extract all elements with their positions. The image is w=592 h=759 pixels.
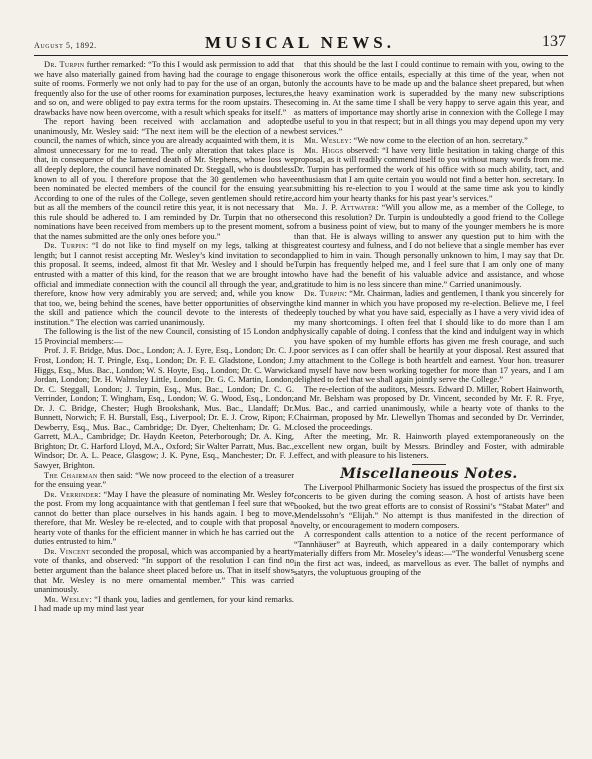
paragraph-text: The Liverpool Philharmonic Society has issued the prospectus of the first six concerts to be given during the coming season. A host of artists have been booked, but the two great efforts are to consist of Rossini’s “Stabat Mater” and Mendelssohn’s “Elijah.” No attempt is thus manifested in the direction of novelty, or encouragement to modern composers. bbox=[294, 482, 564, 530]
paragraph bbox=[294, 432, 564, 461]
right-column bbox=[294, 60, 564, 578]
paragraph-text: : “I thank you, ladies and gentlemen, for your kind remarks. I had made up my mind last year bbox=[34, 594, 294, 614]
speaker-name: Dr. Turpin bbox=[304, 289, 345, 299]
paragraph-text: then said: “We now proceed to the election of a treasurer for the ensuing year.” bbox=[34, 470, 294, 490]
paragraph bbox=[34, 547, 294, 595]
speaker-name: Mr. Wesley bbox=[44, 594, 90, 604]
paragraph bbox=[294, 483, 564, 531]
speaker-name: Dr. Turpin bbox=[44, 241, 86, 251]
speaker-name: Dr. Turpin bbox=[44, 60, 85, 69]
paragraph bbox=[34, 117, 294, 241]
speaker-name: Mr. J. P. Attwater bbox=[304, 203, 377, 213]
paragraph bbox=[294, 289, 564, 384]
paragraph bbox=[34, 60, 294, 117]
speaker-name: Mr. Higgs bbox=[304, 145, 344, 155]
paragraph bbox=[294, 385, 564, 433]
paragraph-text: After the meeting, Mr. R. Hainworth played extemporaneously on the excellent new organ, built by Messrs. Brindley and Foster, with admirable effect, and with pleasure to his listeners. bbox=[294, 432, 564, 461]
paragraph-text: The following is the list of the new Council, consisting of 15 London and 15 Provincial members:— bbox=[34, 327, 294, 346]
miscellaneous-notes-heading: Miscellaneous Notes. bbox=[340, 465, 518, 482]
header-rule bbox=[34, 55, 568, 56]
page-number: 137 bbox=[542, 33, 566, 50]
paragraph bbox=[34, 595, 294, 614]
paragraph bbox=[34, 346, 294, 470]
speaker-name: Dr. Vincent bbox=[44, 546, 90, 556]
paragraph bbox=[294, 203, 564, 289]
paragraph-text: A correspondent calls attention to a notice of the recent performance of “Tannhäuser” at Bayreuth, which appeared in a daily contemporary which materially differs from Mr. Moseley’s ideas:—“The wonderful Venusberg scene in the first act was, indeed, as marvellous as ever. The ballet of nymphs and satyrs, the voluptuous grouping of the bbox=[294, 530, 564, 578]
paragraph-text: The report having been received with acclamation and adopted unanimously, Mr. Wesley said: “The next item will be the election of a new council, the names of which, since you are already acquainted with them, it is almost unnecessary for me to read. The only alteration that takes place is that, in consequence of the lamented death of Mr. Stephens, whose loss we all deeply deplore, the council have nominated Dr. Steggall, who is doubtless known to all of you. I therefore propose that the 30 gentlemen who have been nominated be elected members of the council for the ensuing year. According to one of the rules of the College, seven gentlemen should retire, but as all the members of the council retire this year, it is not necessary that this rule should be adhered to. I am reminded by Dr. Turpin that no other nominations have been received from members up to the present moment, so that the names submitted are the only ones before you.” bbox=[34, 117, 295, 241]
page-header bbox=[34, 32, 566, 54]
paragraph-text: : “We now come to the election of an hon. secretary.” bbox=[349, 136, 528, 146]
right-column-bottom bbox=[294, 483, 564, 578]
paragraph-text: : “Will you allow me, as a member of the College, to second this resolution? Dr. Turpin is undoubtedly a good friend to the College from a business point of view, but to many of the younger members he is more than that. He is always willing to answer any question put to him with the greatest courtesy and fulness, and I do not believe that a single member has ever applied to him in vain. Though personally unknown to him, I may say that Dr. Turpin has frequently helped me, and I feel sure that I am only one of many who have had the benefit of his valuable advice and assistance, and whose gratitude to him is no less sincere than mine.” Carried unanimously. bbox=[294, 203, 564, 289]
paragraph-text: observed: “I have very little hesitation in taking charge of this proposal, as it will readily commend itself to you without many words from me. Dr. Turpin has performed the work of his office with so much ability, tact, and enthusiasm that I am quite certain you would not find a better hon. secretary. In submitting his re-election to you I would at the same time ask you to kindly accord him your hearty thanks for his past year’s services.” bbox=[294, 145, 564, 203]
speaker-name: Mr. Wesley bbox=[304, 136, 350, 146]
paragraph-text: : “Mr. Chairman, ladies and gentlemen, I thank you sincerely for the kind manner in which you have proposed my re-election. Believe me, I feel deeply touched by what you have said, especially as I have a very vivid idea of my many shortcomings. I often feel that I should like to do more than I am physically capable of doing. I confess that the kind and indulgent way in which you have spoken of my humble efforts has given me fresh courage, and such poor services as I can offer shall be heartily at your disposal. Rest assured that my attachment to the College is both heartfelt and earnest. Your hon. treasurer and myself have now been working together for more than 17 years, and I am delighted to feel that we shall again jointly serve the College.” bbox=[294, 289, 564, 385]
publication-title: MUSICAL NEWS. bbox=[205, 33, 395, 52]
paragraph-text: : “I do not like to find myself on my legs, talking at this length; but I cannot resist accepting Mr. Wesley’s kind invitation to second this proposal. It seems, indeed, almost fit that Mr. Wesley and I should be entrusted with a matter of this kind, for the reason that we are brought into official and immediate connection with the council all through the year, and, therefore, know how very admirably you are served; and, while you know that too, we, being behind the scenes, have better opportunities of observing the skill and patience which the council devote to the interests of the institution.” The election was carried unanimously. bbox=[34, 241, 294, 327]
paragraph-text: : “May I have the pleasure of nominating Mr. Wesley for the post. From my long acquaintance with that gentleman I feel sure that we cannot do better than place ourselves in his hands again. I beg to move, therefore, that Mr. Wesley be re-elected, and to couple with that proposal a hearty vote of thanks for the efficient manner in which he has carried out the duties entrusted to him.” bbox=[34, 489, 294, 547]
speaker-name: The Chairman bbox=[44, 470, 98, 480]
paragraph bbox=[294, 60, 564, 136]
paragraph bbox=[34, 241, 294, 327]
paragraph-text: seconded the proposal, which was accompanied by a hearty vote of thanks, and observed: “In support of the resolution I can find no better argument than the balance sheet placed before us. That in itself shows that Mr. Wesley is no mere ornamental member.” This was carried unanimously. bbox=[34, 546, 294, 595]
section-divider bbox=[412, 464, 446, 465]
paragraph-text: further remarked: “To this I would ask permission to add that we have also materially gained from having had the courage to engage this suite of rooms. Formerly we not only had to pay for the use of an organ, but frequently also for the use of other rooms for examination purposes, lectures, and so on, and were obliged to pay extra terms for the room upstairs. These drawbacks have now been overcome, with a result which speaks for itself.” bbox=[34, 60, 294, 117]
paragraph bbox=[34, 327, 294, 346]
paragraph bbox=[34, 490, 294, 547]
paragraph bbox=[294, 530, 564, 578]
paragraph-text: that this should be the last I could continue to remain with you, owing to the onerous work the office entails, especially at this time of the year, when not only the accounts have to be made up and the balance sheet prepared, but when the heavy examination work is superadded by the many new subscriptions coming in. At the same time I shall be very happy to serve again this year, and as matters of importance may shortly arise in connexion with the College I may be useful to you in that respect; but in all things you may depend upon my very best services.” bbox=[294, 60, 564, 136]
paragraph-text: Prof. J. F. Bridge, Mus. Doc., London; A. J. Eyre, Esq., London; Dr. C. J. Frost, London; H. T. Pringle, Esq., London; Dr. F. E. Gladstone, London; J. Higgs, Esq., Mus. Bac., London; W. S. Hoyte, Esq., London; Dr. C. Warwick Jordan, London; Dr. H. Walmsley Little, London; Dr. G. C. Martin, London; Dr. C. Steggall, London; J. Turpin, Esq., Mus. Bac., London; Dr. C. G. Verrinder, London; T. Wingham, Esq., London; W. G. Wood, Esq., London; Dr. J. C. Bridge, Chester; Hugh Brookshank, Mus. Bac., Llandaff; Dr. Bunnett, Norwich; F. H. Burstall, Esq., Liverpool; Dr. E. J. Crow, Ripon; F. Dewberry, Esq., Mus. Bac., Cambridge; Dr. Dyer, Cheltenham; Dr. G. M. Garrett, M.A., Cambridge; Dr. Haydn Keeton, Peterborough; Dr. A. King, Brighton; Dr. C. Harford Lloyd, M.A., Oxford; Sir Walter Parratt, Mus. Bac., Windsor; Dr. A. L. Peace, Glasgow; J. K. Pyne, Esq., Manchester; Dr. F. J. Sawyer, Brighton. bbox=[34, 346, 294, 470]
speaker-name: Dr. Verrinder bbox=[44, 489, 99, 499]
paragraph-text: The re-election of the auditors, Messrs. Edward D. Miller, Robert Hainworth, and Mr. Belsham was proposed by Dr. Vincent, seconded by Mr. F. R. Frye, Mus. Bac., and carried unanimously, while a hearty vote of thanks to the Chairman, proposed by Mr. Llewellyn Thomas and seconded by Dr. Verrinder, closed the proceedings. bbox=[294, 384, 564, 432]
header-date: August 5, 1892. bbox=[34, 41, 97, 50]
right-column-top bbox=[294, 60, 564, 461]
paragraph bbox=[34, 471, 294, 490]
paragraph bbox=[294, 136, 564, 146]
paragraph bbox=[294, 146, 564, 203]
left-column bbox=[34, 60, 294, 614]
